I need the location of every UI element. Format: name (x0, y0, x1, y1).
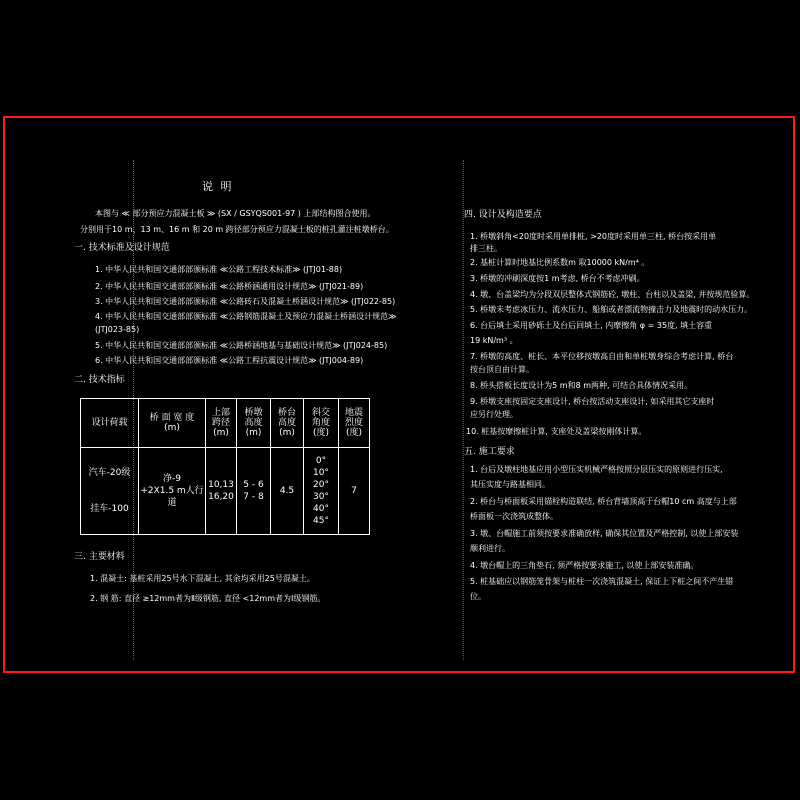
design-item: 19 kN/m³ 。 (470, 336, 518, 345)
drawing-frame (3, 116, 795, 673)
standard-item: 3. 中华人民共和国交通部部颁标准 ≪公路砖石及混凝土桥涵设计规范≫ (JTJ022-85) (95, 297, 396, 306)
intro-line-2: 分别用于10 m、13 m、16 m 和 20 m 跨径部分预应力混凝土板的桩孔灌注桩墩桥台。 (80, 225, 394, 234)
construction-item: 5. 桩基础应以钢筋笼骨架与桩柱一次浇筑混凝土, 保证上下桩之间不产生错 (470, 577, 734, 586)
construction-item: 位。 (470, 592, 486, 601)
section3-heading: 三. 主要材料 (74, 552, 125, 562)
standard-item: 2. 中华人民共和国交通部部颁标准 ≪公路桥涵通用设计规范≫ (JTJ021-89) (95, 282, 364, 291)
cell-pier: 5 - 6 7 - 8 (237, 448, 271, 535)
cell-skew: 0° 10° 20° 30° 40° 45° (304, 448, 339, 535)
design-item: 10. 桩基按摩擦桩计算, 支座处及盖梁按刚体计算。 (466, 427, 647, 436)
standard-item: 4. 中华人民共和国交通部部颁标准 ≪公路钢筋混凝土及预应力混凝土桥涵设计规范≫ (95, 312, 397, 321)
header-width: 桥 面 宽 度 (m) (139, 399, 206, 448)
construction-item: 4. 墩台帽上的三角垫石, 须严格按要求施工, 以使上部安装准确。 (470, 561, 699, 570)
header-pier: 桥墩 高度 (m) (237, 399, 271, 448)
construction-item: 2. 桥台与桥面板采用锚栓构造联结, 桥台背墙顶高于台帽10 cm 高度与上部 (470, 497, 737, 506)
construction-item: 桥面板一次浇筑成整体。 (470, 512, 558, 521)
design-item: 排三柱。 (470, 244, 502, 253)
construction-item: 3. 墩、台帽施工前须按要求准确放样, 确保其位置及严格控制, 以使上部安装 (470, 529, 739, 538)
header-span: 上部 跨径 (m) (206, 399, 237, 448)
table-row (81, 448, 370, 535)
design-item: 2. 基桩计算时地基比例系数m 取10000 kN/m⁴ 。 (470, 258, 650, 267)
center-dotted-line (463, 160, 464, 660)
section5-heading: 五. 施工要求 (464, 447, 515, 457)
design-item: 4. 墩、台盖梁均为分段双层整体式钢筋砼, 墩柱、台柱以及盖梁, 并按规范验算。 (470, 290, 755, 299)
cell-seismic: 7 (339, 448, 370, 535)
design-item: 6. 台后填土采用砂砾土及台后回填土, 内摩擦角 φ = 35度, 填土容重 (470, 321, 713, 330)
spec-table (80, 398, 370, 535)
standard-item: 1. 中华人民共和国交通部部颁标准 ≪公路工程技术标准≫ (JTJ01-88) (95, 265, 343, 274)
design-item: 9. 桥墩支座按固定支座设计, 桥台按活动支座设计, 如采用其它支座时 (470, 397, 715, 406)
header-seismic: 地震 烈度 (度) (339, 399, 370, 448)
material-item: 2. 钢 筋: 直径 ≥12mm者为Ⅱ级钢筋, 直径 <12mm者为Ⅰ级钢筋。 (90, 594, 326, 603)
design-item: 8. 桥头搭板长度设计为5 m和8 m两种, 可结合具体情况采用。 (470, 381, 693, 390)
design-item: 1. 桥墩斜角<20度时采用单排桩, >20度时采用单三柱, 桥台按采用单 (470, 232, 717, 241)
cell-abutment: 4.5 (271, 448, 304, 535)
header-load: 设计荷载 (81, 399, 139, 448)
cell-span: 10,13 16,20 (206, 448, 237, 535)
cell-width: 净-9 +2X1.5 m人行道 (139, 448, 206, 535)
section2-heading: 二. 技术指标 (74, 375, 125, 385)
section4-heading: 四. 设计及构造要点 (464, 210, 542, 220)
header-skew: 斜交 角度 (度) (304, 399, 339, 448)
header-abutment: 桥台 高度 (m) (271, 399, 304, 448)
standard-item: (JTJ023-85) (95, 325, 140, 334)
standard-item: 5. 中华人民共和国交通部部颁标准 ≪公路桥涵地基与基础设计规范≫ (JTJ024-85) (95, 341, 388, 350)
construction-item: 顺利进行。 (470, 544, 510, 553)
section1-heading: 一. 技术标准及设计规范 (74, 243, 170, 253)
page-title: 说 明 (202, 180, 234, 193)
table-header-row (81, 399, 370, 448)
cell-load: 汽车-20级 挂车-100 (81, 448, 139, 535)
design-item: 3. 桥墩的冲刷深度按1 m考虑, 桥台不考虑冲刷。 (470, 274, 645, 283)
construction-item: 1. 台后及墩柱地基应用小型压实机械严格按照分层压实的原则进行压实, (470, 465, 723, 474)
design-item: 按台顶自由计算。 (470, 365, 534, 374)
design-item: 5. 桥墩未考虑冰压力、流水压力、船舶或者漂流物撞击力及地震时的动水压力。 (470, 305, 753, 314)
design-item: 7. 桥墩的高度、桩长、本平位移按墩高自由和单桩墩身综合考虑计算, 桥台 (470, 352, 734, 361)
standard-item: 6. 中华人民共和国交通部部颁标准 ≪公路工程抗震设计规范≫ (JTJ004-89) (95, 356, 364, 365)
construction-item: 其压实度与路基相同。 (470, 480, 550, 489)
material-item: 1. 混凝土: 基桩采用25号水下混凝土, 其余均采用25号混凝土。 (90, 574, 315, 583)
intro-line-1: 本图与 ≪ 部分预应力混凝土板 ≫ (SX / GSYQS001-97 ) 上部结构图合使用。 (95, 209, 376, 218)
design-item: 应另行处理。 (470, 410, 518, 419)
